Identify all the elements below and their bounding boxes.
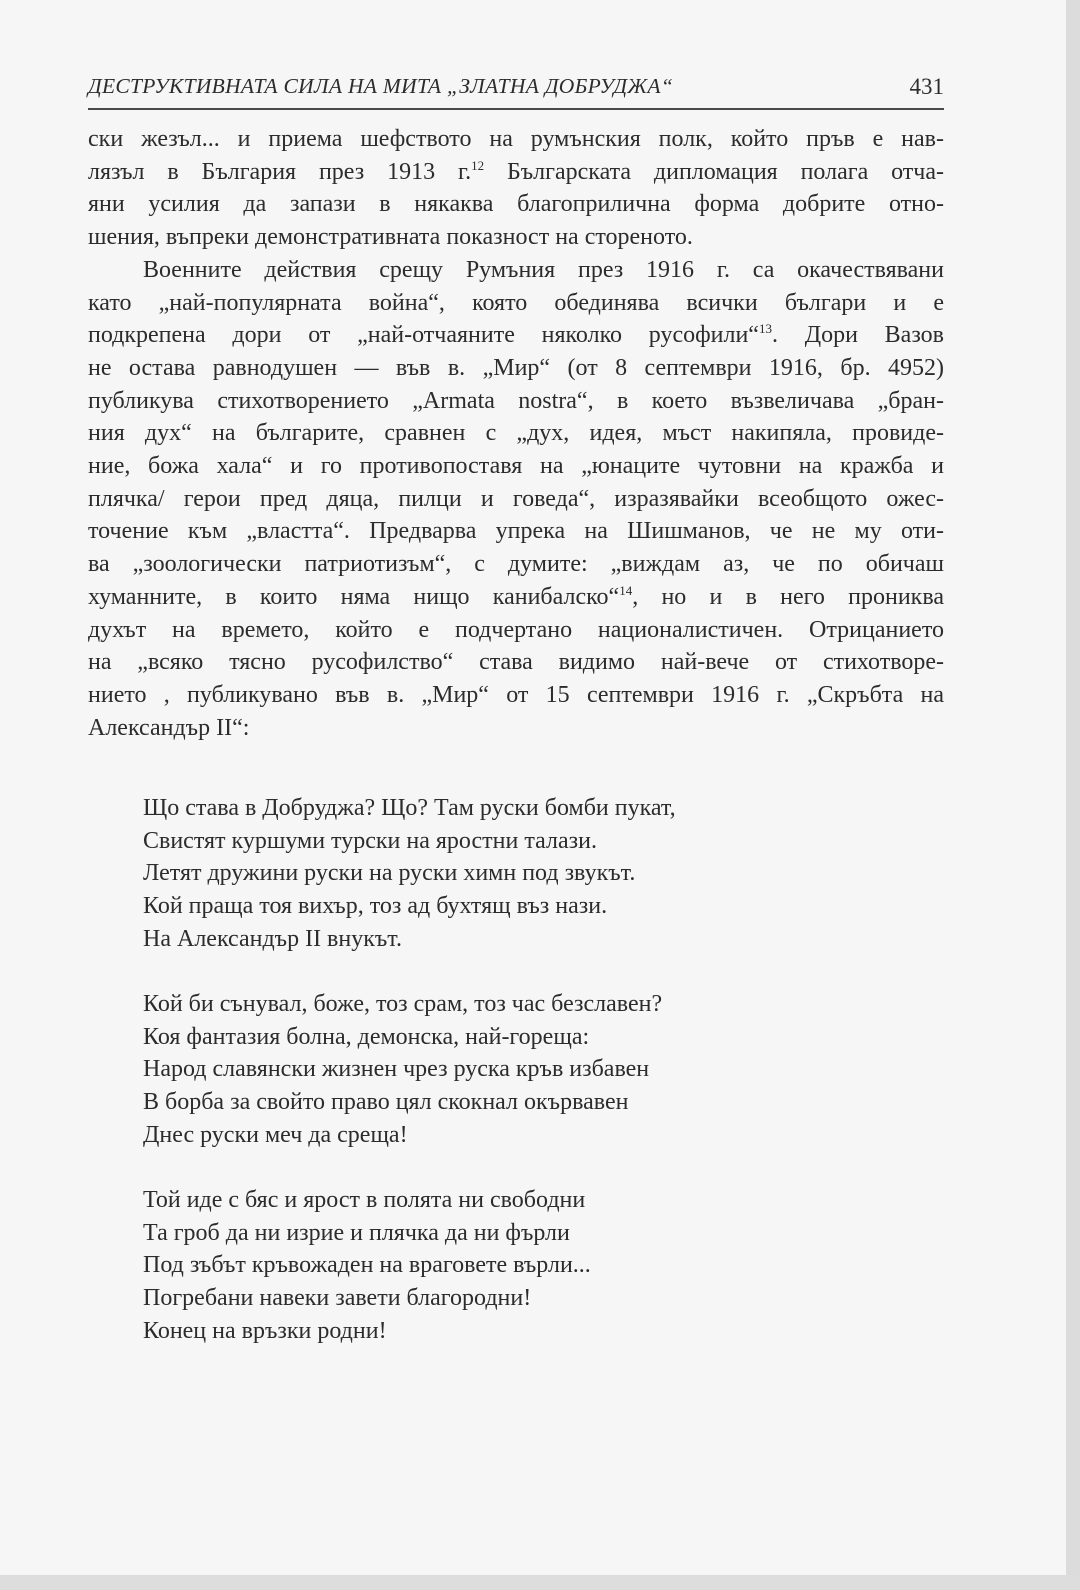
text-line: ва „зоологически патриотизъм“, с думите: „виждам аз, че по обичаш (88, 551, 944, 578)
text-line: хуманните, в които няма нищо канибалско“$^{14}$, но и в него прониква (88, 582, 944, 610)
text-line: Александър II“: (88, 714, 250, 741)
poem-verse: Що става в Добруджа? Що? Там руски бомби пукат, (143, 795, 676, 821)
poem-verse: Погребани навеки завети благородни! (143, 1285, 532, 1312)
text-line: Военните действия срещу Румъния през 1916 г. са окачествявани (143, 256, 944, 283)
text-line: духът на времето, който е подчертано националистичен. Отрицанието (88, 616, 944, 643)
scan-margin-right (1066, 0, 1080, 1590)
poem-stanza-2 (143, 988, 903, 1152)
poem-stanza-1 (143, 792, 903, 956)
poem-verse: Конец на връзки родни! (143, 1317, 387, 1344)
text-line: не остава равнодушен — във в. „Мир“ (от 8 септември 1916, бр. 4952) (88, 354, 944, 381)
poem-verse: На Александър II внукът. (143, 925, 402, 952)
poem-verse: Коя фантазия болна, демонска, най-гореща: (143, 1023, 590, 1050)
text-line: ния дух“ на българите, сравнен с „дух, идея, мъст накипяла, провиде- (88, 420, 944, 447)
text-line: точение към „властта“. Предварва упрека на Шишманов, че не му оти- (88, 518, 944, 545)
text-line: на „всяко тясно русофилство“ става видимо най-вече от стихотворе- (88, 649, 944, 676)
poem-verse: Кой праща тоя вихър, тоз ад бухтящ въз нази. (143, 893, 608, 920)
poem-verse: Той иде с бяс и ярост в полята ни свободни (143, 1187, 586, 1213)
text-line: като „най-популярната война“, която обединява всички българи и е (88, 289, 944, 316)
poem-verse: Кой би сънувал, боже, тоз срам, тоз час безславен? (143, 991, 663, 1017)
poem-verse: Под зъбът кръвожаден на враговете върли... (143, 1252, 591, 1279)
text-line: плячка/ герои пред дяца, пилци и говеда“, изразявайки всеобщото ожес- (88, 485, 944, 512)
footnote-ref: 13 (758, 321, 772, 337)
running-head: ДЕСТРУКТИВНАТА СИЛА НА МИТА „ЗЛАТНА ДОБРУДЖА“ (88, 74, 674, 98)
text-line: нието , публикувано във в. „Мир“ от 15 септември 1916 г. „Скръбта на (88, 681, 944, 708)
page-number: 431 (909, 74, 944, 99)
poem-verse: В борба за свойто право цял скокнал окървавен (143, 1089, 629, 1116)
scan-margin-bottom (0, 1575, 1080, 1590)
text-line: подкрепена дори от „най-отчаяните няколко русофили“$^{13}$. Дори Вазов (88, 321, 944, 349)
poem-verse: Та гроб да ни изрие и плячка да ни фърли (143, 1219, 570, 1246)
text-line: ние, божа хала“ и го противопоставя на „юнаците чутовни на кражба и (88, 453, 944, 480)
text-line: яни усилия да запази в някаква благоприлична форма добрите отно- (88, 191, 944, 218)
poem-verse: Днес руски меч да среща! (143, 1121, 408, 1148)
poem-verse: Народ славянски жизнен чрез руска кръв избавен (143, 1056, 650, 1083)
page-header (88, 68, 944, 110)
footnote-ref: 14 (619, 582, 633, 598)
poem-stanza-3 (143, 1184, 903, 1348)
text-line: шения, въпреки демонстративната показност на стореното. (88, 224, 693, 251)
body-text (88, 123, 944, 744)
poem-verse: Свистят куршуми турски на яростни талази. (143, 827, 597, 854)
text-line: публикува стихотворението „Armata nostra“, в което възвеличава „бран- (88, 387, 944, 414)
footnote-ref: 12 (471, 157, 485, 173)
text-line: ски жезъл... и приема шефството на румънския полк, който пръв е нав- (88, 126, 944, 152)
text-line: лязъл в България през 1913 г.$^{12}$ Българската дипломация полага отча- (88, 157, 944, 185)
poem-verse: Летят дружини руски на руски химн под звукът. (143, 860, 636, 887)
